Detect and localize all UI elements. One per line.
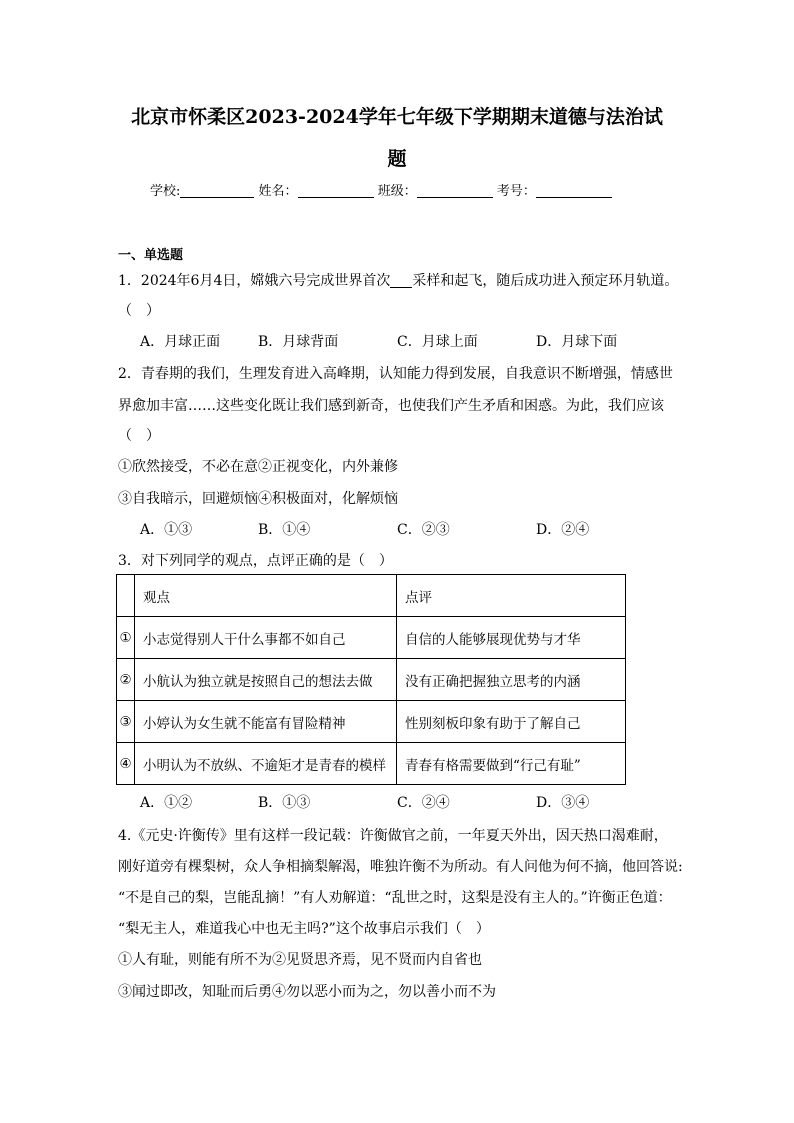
option-c[interactable]: C．②④	[397, 795, 450, 811]
question-1-text-b: 采样和起飞，随后成功进入预定环月轨道。	[412, 273, 679, 289]
row-comment: 自信的人能够展现优势与才华	[397, 617, 626, 659]
row-view: 小婷认为女生就不能富有冒险精神	[135, 701, 397, 743]
row-comment: 没有正确把握独立思考的内涵	[397, 659, 626, 701]
row-num: ①	[117, 617, 135, 659]
question-1-text-a: 1．2024年6月4日，嫦娥六号完成世界首次	[118, 273, 391, 289]
row-view: 小志觉得别人干什么事都不如自己	[135, 617, 397, 659]
exam-title-line1: 北京市怀柔区2023-2024学年七年级下学期期末道德与法治试	[131, 106, 663, 128]
question-4-line3: “不是自己的梨，岂能乱摘！”有人劝解道：“乱世之时，这梨是没有主人的。”许衡正色道：	[118, 890, 672, 906]
question-2-paren: （ ）	[118, 428, 160, 444]
option-d[interactable]: D．月球下面	[536, 334, 618, 350]
question-4-items-2: ③闻过即改，知耻而后勇④勿以恶小而为之，勿以善小而不为	[118, 984, 496, 1000]
question-4-line1: 4.《元史·许衡传》里有这样一段记载：许衡做官之前，一年夏天外出，因天热口渴难耐，	[118, 828, 668, 844]
question-3-stem: 3．对下列同学的观点，点评正确的是（ ）	[118, 553, 393, 569]
class-blank[interactable]	[417, 183, 493, 198]
name-blank[interactable]	[298, 183, 374, 198]
option-a[interactable]: A．①③	[140, 522, 193, 538]
option-d[interactable]: D．②④	[536, 522, 590, 538]
number-label: 考号：	[496, 184, 536, 199]
header-num-cell	[117, 575, 135, 617]
row-comment: 青春有格需要做到“行己有耻”	[397, 743, 626, 785]
question-1-blank	[390, 273, 412, 288]
student-info-row	[150, 180, 612, 199]
question-1-paren: （ ）	[118, 303, 160, 319]
option-a[interactable]: A．①②	[140, 795, 193, 811]
exam-title-line2: 题	[387, 148, 407, 170]
row-num: ④	[117, 743, 135, 785]
question-1-stem	[118, 270, 678, 290]
school-blank[interactable]	[180, 183, 254, 198]
header-comment: 点评	[397, 575, 626, 617]
option-b[interactable]: B．月球背面	[258, 334, 339, 350]
row-view: 小航认为独立就是按照自己的想法去做	[135, 659, 397, 701]
table-row	[117, 617, 626, 659]
option-c[interactable]: C．月球上面	[397, 334, 478, 350]
question-4-line4: “梨无主人，难道我心中也无主吗?”这个故事启示我们（ ）	[118, 921, 490, 937]
table-row	[117, 701, 626, 743]
question-4-items-1: ①人有耻，则能有所不为②见贤思齐焉，见不贤而内自省也	[118, 952, 482, 968]
question-4-line2: 刚好道旁有棵梨树，众人争相摘梨解渴，唯独许衡不为所动。有人问他为何不摘，他回答说:	[118, 859, 683, 875]
question-2-line1: 2．青春期的我们，生理发育进入高峰期，认知能力得到发展，自我意识不断增强，情感世	[118, 366, 673, 382]
views-table	[116, 574, 626, 785]
option-c[interactable]: C．②③	[397, 522, 450, 538]
row-num: ②	[117, 659, 135, 701]
option-d[interactable]: D．③④	[536, 795, 590, 811]
question-2-line2: 界愈加丰富……这些变化既让我们感到新奇，也使我们产生矛盾和困惑。为此，我们应该	[118, 398, 664, 414]
row-comment: 性别刻板印象有助于了解自己	[397, 701, 626, 743]
row-view: 小明认为不放纵、不逾矩才是青春的模样	[135, 743, 397, 785]
question-2-items-2: ③自我暗示，回避烦恼④积极面对，化解烦恼	[118, 491, 398, 507]
question-2-items-1: ①欣然接受，不必在意②正视变化，内外兼修	[118, 459, 398, 475]
table-header-row	[117, 575, 626, 617]
option-b[interactable]: B．①④	[258, 522, 311, 538]
table-row	[117, 659, 626, 701]
header-view: 观点	[135, 575, 397, 617]
option-a[interactable]: A．月球正面	[140, 334, 221, 350]
section-heading: 一、单选题	[118, 248, 184, 263]
table-row	[117, 743, 626, 785]
class-label: 班级：	[377, 184, 417, 199]
name-label: 姓名：	[258, 184, 298, 199]
number-blank[interactable]	[536, 183, 612, 198]
row-num: ③	[117, 701, 135, 743]
option-b[interactable]: B．①③	[258, 795, 311, 811]
school-label: 学校:	[150, 184, 181, 199]
